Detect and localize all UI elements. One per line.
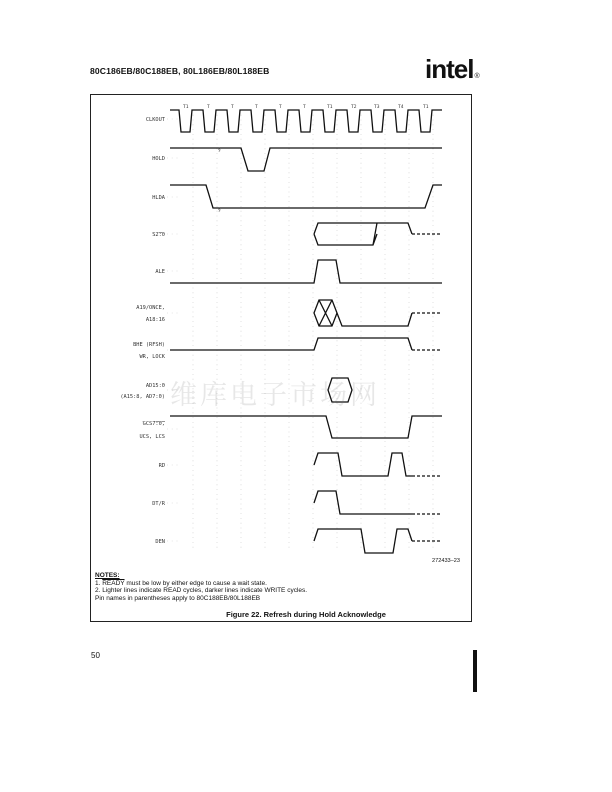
t-state-label: T1 bbox=[327, 105, 333, 110]
signal-label-hold: HOLD bbox=[152, 156, 165, 162]
note-1: 1. READY must be low by either edge to cause a wait state. bbox=[95, 579, 267, 587]
waveform-gcs bbox=[170, 416, 442, 438]
notes-heading: NOTES: bbox=[95, 572, 120, 579]
t-state-label: T4 bbox=[398, 105, 404, 110]
note-2: 2. Lighter lines indicate READ cycles, darker lines indicate WRITE cycles. bbox=[95, 587, 308, 594]
signal-label-s20: S2:0 bbox=[152, 232, 165, 238]
t-state-label: T2 bbox=[351, 105, 357, 110]
watermark: 维库电子市场网 bbox=[170, 380, 380, 411]
label-leaders bbox=[167, 119, 180, 541]
signal-label-hlda: HLDA bbox=[152, 195, 165, 201]
waveform-bhe bbox=[170, 338, 412, 350]
signal-labels bbox=[120, 117, 165, 545]
waveform-clkout bbox=[170, 110, 442, 132]
waveform-dtr bbox=[314, 491, 412, 514]
signal-label-rd: RD bbox=[158, 463, 165, 469]
signal-label-dtr: DT/R bbox=[152, 501, 165, 507]
signal-label-ucs-lcs: UCS, LCS bbox=[139, 434, 165, 440]
hold-break-mark: § bbox=[218, 148, 221, 153]
hlda-break-mark: § bbox=[218, 208, 221, 213]
page-header-title: 80C186EB/80C188EB, 80L186EB/80L188EB bbox=[90, 66, 270, 76]
signal-label-bhe: BHE (RFSH) bbox=[133, 342, 165, 348]
t-state-label: T bbox=[303, 105, 306, 110]
notes-block bbox=[95, 572, 307, 602]
t-state-label: T bbox=[231, 105, 234, 110]
signal-label-a18: A18:16 bbox=[145, 317, 165, 323]
figure-caption: Figure 22. Refresh during Hold Acknowledge bbox=[226, 610, 386, 619]
waveform-hlda bbox=[170, 185, 442, 208]
signal-label-ad: AD15:0 bbox=[145, 383, 165, 389]
signal-label-ad-alt: (A15:8, AD7:0) bbox=[120, 394, 165, 400]
figure-id: 272433–23 bbox=[432, 558, 460, 564]
waveform-rd bbox=[314, 453, 412, 476]
signal-label-den: DEN bbox=[155, 539, 165, 545]
signal-label-ale: ALE bbox=[155, 269, 165, 275]
t-state-label: T3 bbox=[374, 105, 380, 110]
signal-label-wr-lock: WR, LOCK bbox=[139, 354, 165, 360]
signal-label-clkout: CLKOUT bbox=[145, 117, 165, 123]
t-state-label: T1 bbox=[423, 105, 429, 110]
diagram-gridlines bbox=[193, 110, 433, 549]
signal-label-a19: A19/ONCE, bbox=[136, 305, 165, 311]
timing-diagram bbox=[90, 94, 472, 622]
note-3: Pin names in parentheses apply to 80C188EB/80L188EB bbox=[95, 594, 261, 602]
waveform-s20 bbox=[314, 223, 412, 245]
t-state-label: T bbox=[255, 105, 258, 110]
t-state-label: T1 bbox=[183, 105, 189, 110]
t-state-label: T bbox=[279, 105, 282, 110]
sidebar-bar bbox=[473, 650, 477, 692]
t-state-label: T bbox=[207, 105, 210, 110]
t-state-labels bbox=[183, 104, 429, 110]
waveform-a19 bbox=[314, 300, 412, 326]
waveform-ale bbox=[170, 260, 442, 283]
waveform-hold bbox=[170, 148, 442, 171]
page-number: 50 bbox=[91, 651, 100, 660]
waveform-den bbox=[314, 529, 412, 553]
signal-label-gcs: GCS7:0, bbox=[142, 421, 165, 427]
intel-logo: intel® bbox=[425, 54, 479, 84]
